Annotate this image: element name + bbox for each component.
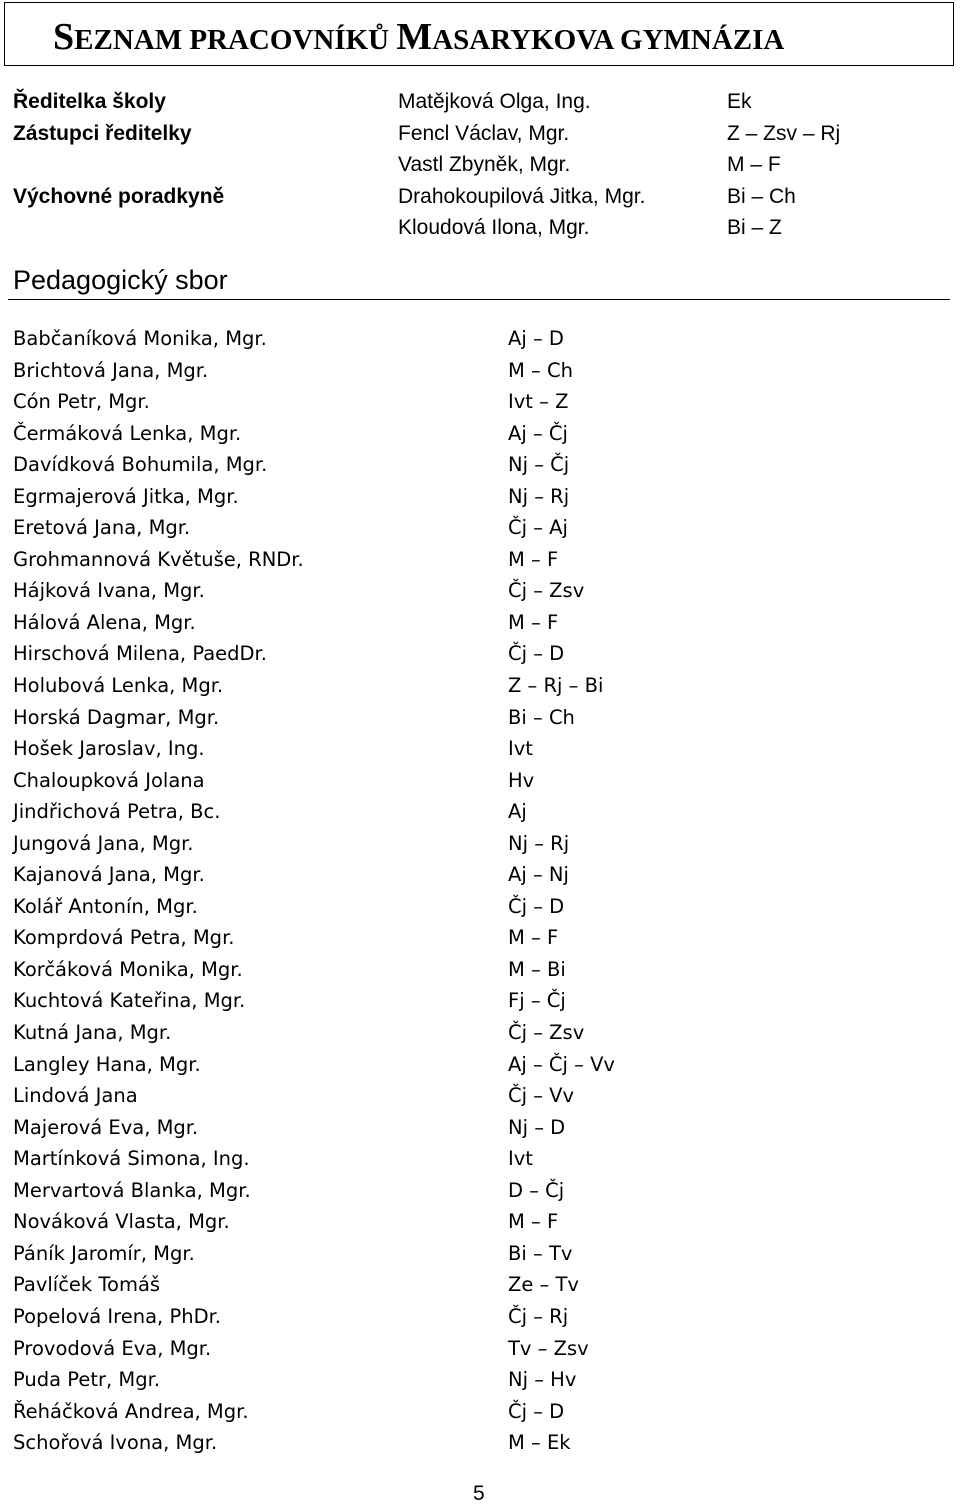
section-heading: Pedagogický sbor bbox=[13, 265, 228, 295]
staff-row bbox=[0, 1364, 960, 1396]
staff-row bbox=[0, 954, 960, 986]
staff-row bbox=[0, 796, 960, 828]
management-subjects: Bi – Ch bbox=[727, 184, 796, 208]
staff-subjects: Čj – Zsv bbox=[508, 579, 585, 603]
staff-name: Pavlíček Tomáš bbox=[13, 1273, 161, 1297]
staff-subjects: Aj – D bbox=[508, 327, 564, 350]
staff-subjects: Nj – D bbox=[508, 1115, 566, 1139]
staff-row bbox=[0, 702, 960, 734]
staff-name: Grohmannová Květuše, RNDr. bbox=[13, 547, 304, 571]
staff-name: Komprdová Petra, Mgr. bbox=[13, 926, 235, 950]
staff-subjects: M – Ek bbox=[508, 1431, 571, 1455]
staff-name: Páník Jaromír, Mgr. bbox=[13, 1241, 195, 1265]
staff-row bbox=[0, 1333, 960, 1365]
staff-name: Schořová Ivona, Mgr. bbox=[13, 1431, 218, 1455]
staff-row bbox=[0, 1049, 960, 1081]
management-row bbox=[0, 216, 960, 247]
management-name: Matějková Olga, Ing. bbox=[398, 90, 591, 113]
staff-name: Hošek Jaroslav, Ing. bbox=[13, 737, 205, 761]
title-part-1: EZNAM PRACOVNÍKŮ bbox=[74, 24, 397, 56]
staff-subjects: Čj – Vv bbox=[508, 1084, 575, 1108]
management-name: Kloudová Ilona, Mgr. bbox=[398, 216, 590, 239]
staff-subjects: Z – Rj – Bi bbox=[508, 674, 604, 698]
staff-row bbox=[0, 1080, 960, 1112]
management-name: Vastl Zbyněk, Mgr. bbox=[398, 153, 571, 176]
staff-name: Lindová Jana bbox=[13, 1084, 138, 1108]
staff-list bbox=[0, 323, 960, 1459]
staff-subjects: Aj – Nj bbox=[508, 863, 569, 887]
staff-row bbox=[0, 1427, 960, 1459]
staff-row bbox=[0, 765, 960, 797]
staff-row bbox=[0, 418, 960, 450]
management-name: Fencl Václav, Mgr. bbox=[398, 121, 570, 145]
staff-name: Martínková Simona, Ing. bbox=[13, 1147, 250, 1171]
staff-row bbox=[0, 638, 960, 670]
staff-row bbox=[0, 1301, 960, 1333]
staff-subjects: M – Bi bbox=[508, 957, 566, 981]
staff-subjects: Bi – Ch bbox=[508, 705, 575, 729]
staff-name: Hirschová Milena, PaedDr. bbox=[13, 642, 267, 666]
staff-row bbox=[0, 859, 960, 891]
staff-name: Hálová Alena, Mgr. bbox=[13, 610, 196, 634]
staff-row bbox=[0, 449, 960, 481]
staff-subjects: Nj – Rj bbox=[508, 831, 570, 855]
management-role: Ředitelka školy bbox=[13, 90, 166, 113]
staff-subjects: M – F bbox=[508, 1210, 559, 1234]
management-role: Výchovné poradkyně bbox=[13, 184, 225, 208]
staff-subjects: Čj – D bbox=[508, 894, 565, 918]
management-subjects: Ek bbox=[727, 90, 752, 113]
staff-subjects: Nj – Hv bbox=[508, 1368, 577, 1392]
management-name: Drahokoupilová Jitka, Mgr. bbox=[398, 184, 646, 208]
staff-row bbox=[0, 922, 960, 954]
page-number: 5 bbox=[473, 1482, 485, 1505]
staff-name: Babčaníková Monika, Mgr. bbox=[13, 327, 267, 350]
staff-row bbox=[0, 544, 960, 576]
staff-name: Jindřichová Petra, Bc. bbox=[13, 800, 221, 824]
staff-name: Hájková Ivana, Mgr. bbox=[13, 579, 205, 603]
staff-row bbox=[0, 733, 960, 765]
management-row bbox=[0, 122, 960, 153]
staff-row bbox=[0, 1175, 960, 1207]
management-row bbox=[0, 90, 960, 121]
staff-name: Popelová Irena, PhDr. bbox=[13, 1304, 222, 1328]
staff-row bbox=[0, 828, 960, 860]
staff-name: Cón Petr, Mgr. bbox=[13, 390, 150, 414]
staff-name: Kolář Antonín, Mgr. bbox=[13, 894, 198, 918]
staff-subjects: Čj – Zsv bbox=[508, 1021, 585, 1045]
staff-row bbox=[0, 386, 960, 418]
management-subjects: M – F bbox=[727, 153, 781, 176]
staff-name: Jungová Jana, Mgr. bbox=[13, 831, 194, 855]
section-divider bbox=[8, 299, 950, 300]
staff-name: Brichtová Jana, Mgr. bbox=[13, 358, 209, 382]
staff-name: Provodová Eva, Mgr. bbox=[13, 1336, 212, 1360]
staff-subjects: Čj – D bbox=[508, 1399, 565, 1423]
staff-subjects: Ivt bbox=[508, 1147, 533, 1171]
staff-name: Kutná Jana, Mgr. bbox=[13, 1021, 172, 1045]
staff-subjects: Nj – Rj bbox=[508, 484, 570, 508]
management-subjects: Z – Zsv – Rj bbox=[727, 121, 841, 145]
staff-name: Egrmajerová Jitka, Mgr. bbox=[13, 484, 239, 508]
staff-subjects: Aj – Čj – Vv bbox=[508, 1052, 615, 1076]
staff-subjects: Aj – Čj bbox=[508, 421, 568, 445]
staff-name: Řeháčková Andrea, Mgr. bbox=[13, 1399, 249, 1423]
title-initial-2: M bbox=[396, 16, 433, 58]
management-subjects: Bi – Z bbox=[727, 216, 782, 239]
staff-name: Kuchtová Kateřina, Mgr. bbox=[13, 989, 246, 1013]
staff-subjects: Čj – Rj bbox=[508, 1304, 569, 1328]
staff-subjects: Tv – Zsv bbox=[508, 1336, 589, 1360]
staff-name: Davídková Bohumila, Mgr. bbox=[13, 453, 268, 477]
staff-row bbox=[0, 1112, 960, 1144]
staff-subjects: M – Ch bbox=[508, 358, 573, 382]
title-box bbox=[4, 2, 954, 66]
staff-subjects: Ivt – Z bbox=[508, 390, 569, 414]
staff-row bbox=[0, 1143, 960, 1175]
staff-subjects: Čj – D bbox=[508, 642, 565, 666]
staff-row bbox=[0, 323, 960, 355]
staff-row bbox=[0, 1017, 960, 1049]
staff-name: Korčáková Monika, Mgr. bbox=[13, 957, 243, 981]
staff-name: Puda Petr, Mgr. bbox=[13, 1368, 161, 1392]
staff-name: Mervartová Blanka, Mgr. bbox=[13, 1178, 251, 1202]
staff-subjects: Bi – Tv bbox=[508, 1241, 573, 1265]
staff-name: Kajanová Jana, Mgr. bbox=[13, 863, 205, 887]
staff-name: Nováková Vlasta, Mgr. bbox=[13, 1210, 230, 1234]
staff-row bbox=[0, 891, 960, 923]
staff-name: Langley Hana, Mgr. bbox=[13, 1052, 201, 1076]
staff-name: Horská Dagmar, Mgr. bbox=[13, 705, 220, 729]
staff-subjects: Fj – Čj bbox=[508, 989, 566, 1013]
staff-name: Majerová Eva, Mgr. bbox=[13, 1115, 199, 1139]
staff-row bbox=[0, 1206, 960, 1238]
staff-row bbox=[0, 481, 960, 513]
staff-name: Chaloupková Jolana bbox=[13, 768, 205, 792]
staff-subjects: M – F bbox=[508, 926, 559, 950]
staff-row bbox=[0, 1238, 960, 1270]
page-title bbox=[53, 15, 784, 59]
staff-subjects: Čj – Aj bbox=[508, 516, 568, 540]
staff-name: Čermáková Lenka, Mgr. bbox=[13, 421, 242, 445]
staff-name: Eretová Jana, Mgr. bbox=[13, 516, 191, 540]
management-row bbox=[0, 153, 960, 184]
staff-row bbox=[0, 575, 960, 607]
staff-subjects: Hv bbox=[508, 768, 535, 792]
staff-row bbox=[0, 670, 960, 702]
staff-subjects: Aj bbox=[508, 800, 527, 824]
staff-subjects: M – F bbox=[508, 610, 559, 634]
management-row bbox=[0, 185, 960, 216]
staff-row bbox=[0, 985, 960, 1017]
staff-name: Holubová Lenka, Mgr. bbox=[13, 674, 224, 698]
staff-row bbox=[0, 1396, 960, 1428]
title-part-2: ASARYKOVA GYMNÁZIA bbox=[432, 24, 785, 56]
staff-row bbox=[0, 355, 960, 387]
staff-subjects: Ze – Tv bbox=[508, 1273, 579, 1297]
title-initial-1: S bbox=[53, 16, 75, 58]
management-role: Zástupci ředitelky bbox=[13, 121, 192, 145]
staff-subjects: M – F bbox=[508, 547, 559, 571]
staff-row bbox=[0, 512, 960, 544]
staff-subjects: D – Čj bbox=[508, 1178, 565, 1202]
staff-row bbox=[0, 607, 960, 639]
staff-subjects: Nj – Čj bbox=[508, 453, 570, 477]
staff-row bbox=[0, 1269, 960, 1301]
staff-subjects: Ivt bbox=[508, 737, 533, 761]
